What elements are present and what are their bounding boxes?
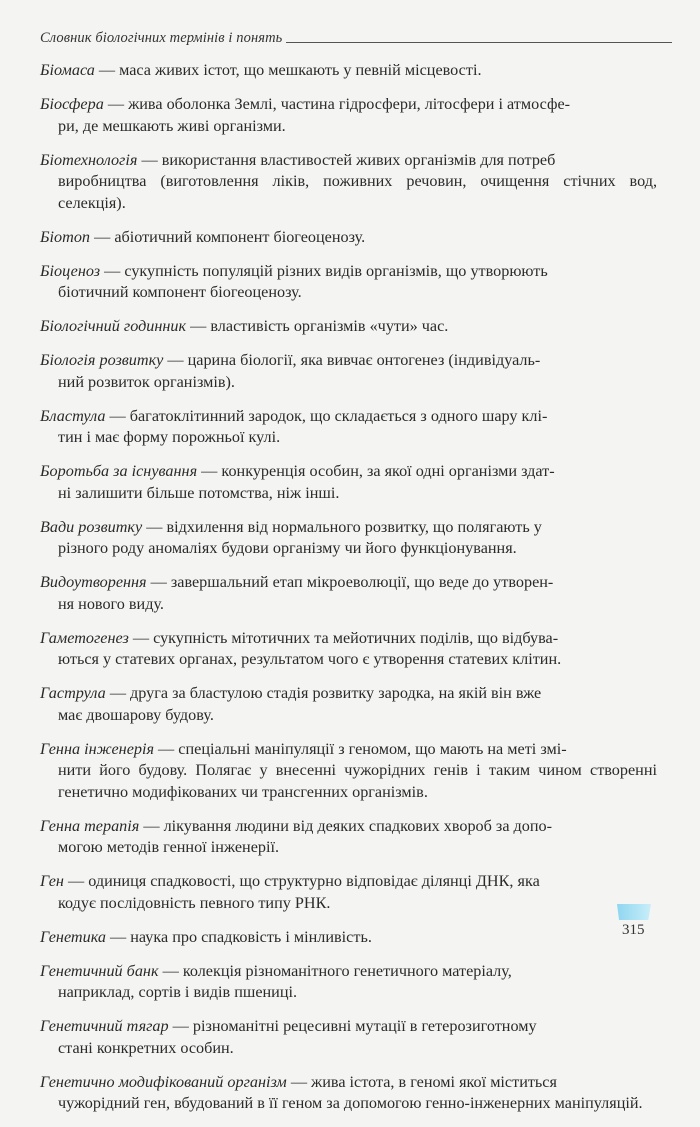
entry-definition: — спеціальні маніпуляції з геномом, що мають на меті змі- xyxy=(158,739,567,758)
glossary-entry xyxy=(40,739,657,804)
glossary-entry xyxy=(40,871,657,914)
entry-term: Генна терапія xyxy=(40,816,140,835)
entry-definition: — різноманітні рецесивні мутації в гетерозиготному xyxy=(172,1017,537,1035)
entry-definition: — багатоклітинний зародок, що складається з одного шару клі- xyxy=(109,406,548,425)
glossary-entry xyxy=(40,406,657,449)
entry-term: Гаструла xyxy=(40,684,106,702)
entry-term: Біомаса xyxy=(40,61,95,79)
entry-definition: — конкуренція особин, за якої одні організми здат- xyxy=(201,462,555,480)
entry-definition: — абіотичний компонент біогеоценозу. xyxy=(94,227,366,246)
glossary-entry xyxy=(40,316,657,338)
entry-definition-continued: ний розвиток організмів). xyxy=(58,372,235,391)
entry-definition-continued: має двошарову будову. xyxy=(58,705,214,724)
entry-definition-continued: тин і має форму порожньої кулі. xyxy=(58,428,281,446)
glossary-entry xyxy=(40,517,657,560)
glossary-entry xyxy=(40,1072,657,1115)
entry-definition-continued: нити його будову. Полягає у внесенні чужорідних генів і таким чином створенні генетично модифікованих чи трансгенних організмів. xyxy=(58,761,657,801)
entry-definition: — властивість організмів «чути» час. xyxy=(190,317,449,335)
entry-definition-continued: стані конкретних особин. xyxy=(58,1038,234,1057)
entry-term: Біоценоз xyxy=(40,261,101,280)
glossary-entry xyxy=(40,261,657,304)
entry-term: Генетичний банк xyxy=(40,961,159,980)
entry-term: Генетика xyxy=(40,927,106,946)
entry-definition: — царина біології, яка вивчає онтогенез (індивідуаль- xyxy=(167,351,541,369)
entry-definition: — колекція різноманітного генетичного матеріалу, xyxy=(162,961,512,980)
glossary-entry xyxy=(40,927,657,949)
entry-term: Гаметогенез xyxy=(40,628,129,647)
header-rule xyxy=(286,42,672,43)
entry-term: Вади розвитку xyxy=(40,517,143,536)
entry-definition-continued: різного роду аномаліях будови організму чи його функціонування. xyxy=(58,539,517,557)
entry-definition-continued: ри, де мешкають живі організми. xyxy=(58,116,286,135)
entry-term: Генетично модифікований організм xyxy=(40,1072,287,1091)
entry-definition-continued: чужорідний ген, вбудований в її геном за допомогою генно-інженерних маніпуляцій. xyxy=(58,1094,643,1112)
glossary-entry xyxy=(40,683,657,726)
glossary-entry xyxy=(40,816,657,859)
entry-term: Боротьба за існування xyxy=(40,462,198,480)
running-header-title: Словник біологічних термінів і понять xyxy=(40,30,283,46)
entry-definition: — сукупність популяцій різних видів організмів, що утворюють xyxy=(104,261,548,280)
running-header xyxy=(40,30,672,47)
entry-definition: — лікування людини від деяких спадкових хвороб за допо- xyxy=(143,816,553,835)
entry-definition-continued: ня нового виду. xyxy=(58,594,164,613)
entry-definition-continued: кодує послідовність певного типу РНК. xyxy=(58,893,331,912)
entry-term: Біотоп xyxy=(40,227,91,246)
page-corner-tab xyxy=(617,904,651,920)
entry-definition: — одиниця спадковості, що структурно відповідає ділянці ДНК, яка xyxy=(68,872,540,890)
entry-definition: — маса живих істот, що мешкають у певній місцевості. xyxy=(98,61,482,79)
entry-definition: — сукупність мітотичних та мейотичних поділів, що відбува- xyxy=(132,628,559,647)
entry-definition-continued: наприклад, сортів і видів пшениці. xyxy=(58,983,298,1001)
entry-definition: — друга за бластулою стадія розвитку зародка, на якій він вже xyxy=(109,684,542,702)
entry-term: Біотехнологія xyxy=(40,150,138,169)
glossary-entry xyxy=(40,628,657,671)
entry-term: Біологія розвитку xyxy=(40,351,164,369)
entry-definition: — жива істота, в геномі якої міститься xyxy=(290,1072,557,1091)
entry-definition-continued: біотичний компонент біогеоценозу. xyxy=(58,283,302,301)
entry-term: Генетичний тягар xyxy=(40,1017,169,1035)
entry-term: Біосфера xyxy=(40,95,104,113)
entry-definition: — використання властивостей живих організмів для потреб xyxy=(141,150,556,169)
glossary-entries xyxy=(40,60,657,1127)
entry-term: Видоутворення xyxy=(40,573,147,591)
entry-definition: — завершальний етап мікроеволюції, що веде до утворен- xyxy=(150,573,554,591)
entry-term: Бластула xyxy=(40,406,106,425)
glossary-entry xyxy=(40,461,657,504)
glossary-entry xyxy=(40,1016,657,1059)
glossary-entry xyxy=(40,94,657,137)
glossary-entry xyxy=(40,350,657,393)
entry-term: Ген xyxy=(40,872,64,890)
glossary-entry xyxy=(40,227,657,249)
page-number: 315 xyxy=(622,922,645,938)
entry-definition-continued: виробництва (виготовлення ліків, поживних речовин, очищення стічних вод, селекція). xyxy=(58,172,657,212)
entry-definition-continued: ні залишити більше потомства, ніж інші. xyxy=(58,483,340,502)
entry-definition: — відхилення від нормального розвитку, що полягають у xyxy=(146,517,542,536)
entry-definition-continued: могою методів генної інженерії. xyxy=(58,838,280,856)
glossary-entry xyxy=(40,961,657,1004)
entry-definition: — наука про спадковість і мінливість. xyxy=(110,927,372,946)
glossary-entry xyxy=(40,572,657,615)
entry-term: Генна інженерія xyxy=(40,739,154,758)
entry-term: Біологічний годинник xyxy=(40,317,187,335)
entry-definition-continued: ються у статевих органах, результатом чого є утворення статевих клітин. xyxy=(58,650,562,668)
glossary-entry xyxy=(40,150,657,215)
glossary-entry xyxy=(40,60,657,82)
entry-definition: — жива оболонка Землі, частина гідросфери, літосфери і атмосфе- xyxy=(107,95,571,113)
